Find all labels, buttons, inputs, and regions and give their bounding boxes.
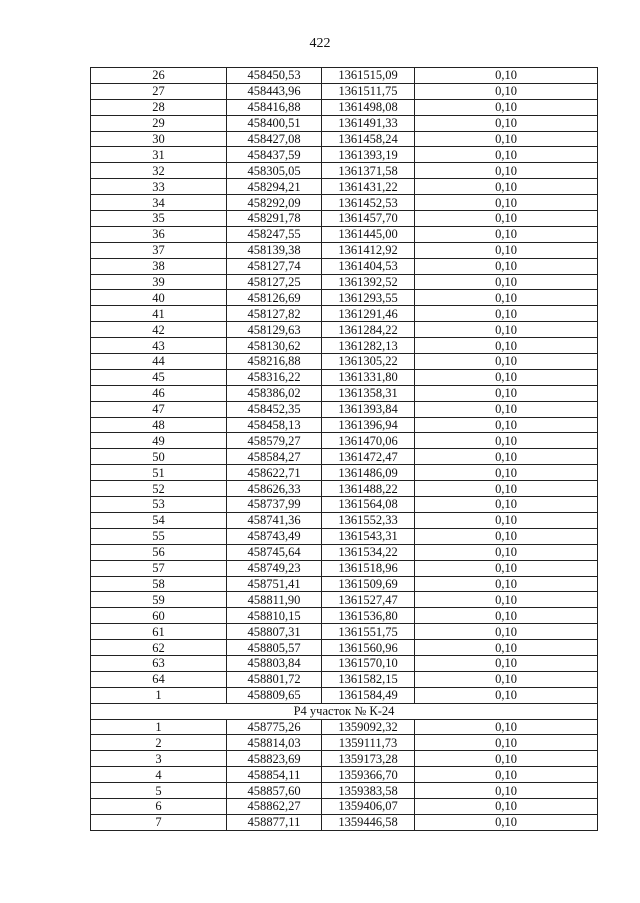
table-row xyxy=(91,338,598,354)
accuracy-cell: 0,10 xyxy=(415,226,598,242)
x-coordinate-cell: 458805,57 xyxy=(227,640,322,656)
y-coordinate-cell: 1361404,53 xyxy=(322,258,415,274)
x-coordinate-cell: 458316,22 xyxy=(227,369,322,385)
coordinates-rows-part2 xyxy=(91,719,598,830)
x-coordinate-cell: 458127,25 xyxy=(227,274,322,290)
y-coordinate-cell: 1359383,58 xyxy=(322,783,415,799)
table-row xyxy=(91,99,598,115)
table-row xyxy=(91,68,598,84)
y-coordinate-cell: 1361393,84 xyxy=(322,401,415,417)
accuracy-cell: 0,10 xyxy=(415,147,598,163)
point-number-cell: 63 xyxy=(91,655,227,671)
accuracy-cell: 0,10 xyxy=(415,719,598,735)
table-row xyxy=(91,608,598,624)
accuracy-cell: 0,10 xyxy=(415,306,598,322)
point-number-cell: 56 xyxy=(91,544,227,560)
y-coordinate-cell: 1359111,73 xyxy=(322,735,415,751)
point-number-cell: 7 xyxy=(91,814,227,830)
point-number-cell: 55 xyxy=(91,528,227,544)
x-coordinate-cell: 458737,99 xyxy=(227,497,322,513)
x-coordinate-cell: 458450,53 xyxy=(227,68,322,84)
y-coordinate-cell: 1359173,28 xyxy=(322,751,415,767)
accuracy-cell: 0,10 xyxy=(415,751,598,767)
point-number-cell: 29 xyxy=(91,115,227,131)
table-row xyxy=(91,592,598,608)
accuracy-cell: 0,10 xyxy=(415,528,598,544)
accuracy-cell: 0,10 xyxy=(415,354,598,370)
table-row xyxy=(91,401,598,417)
table-row xyxy=(91,497,598,513)
table-row xyxy=(91,512,598,528)
x-coordinate-cell: 458584,27 xyxy=(227,449,322,465)
table-row xyxy=(91,481,598,497)
y-coordinate-cell: 1361534,22 xyxy=(322,544,415,560)
accuracy-cell: 0,10 xyxy=(415,465,598,481)
x-coordinate-cell: 458400,51 xyxy=(227,115,322,131)
y-coordinate-cell: 1361305,22 xyxy=(322,354,415,370)
accuracy-cell: 0,10 xyxy=(415,783,598,799)
y-coordinate-cell: 1361564,08 xyxy=(322,497,415,513)
y-coordinate-cell: 1361445,00 xyxy=(322,226,415,242)
coordinates-table xyxy=(90,67,598,831)
x-coordinate-cell: 458294,21 xyxy=(227,179,322,195)
table-row xyxy=(91,560,598,576)
point-number-cell: 47 xyxy=(91,401,227,417)
accuracy-cell: 0,10 xyxy=(415,99,598,115)
point-number-cell: 4 xyxy=(91,767,227,783)
table-row xyxy=(91,624,598,640)
x-coordinate-cell: 458247,55 xyxy=(227,226,322,242)
y-coordinate-cell: 1361293,55 xyxy=(322,290,415,306)
x-coordinate-cell: 458809,65 xyxy=(227,687,322,703)
x-coordinate-cell: 458458,13 xyxy=(227,417,322,433)
point-number-cell: 32 xyxy=(91,163,227,179)
y-coordinate-cell: 1361527,47 xyxy=(322,592,415,608)
accuracy-cell: 0,10 xyxy=(415,322,598,338)
x-coordinate-cell: 458416,88 xyxy=(227,99,322,115)
x-coordinate-cell: 458127,82 xyxy=(227,306,322,322)
accuracy-cell: 0,10 xyxy=(415,195,598,211)
point-number-cell: 3 xyxy=(91,751,227,767)
accuracy-cell: 0,10 xyxy=(415,258,598,274)
y-coordinate-cell: 1361396,94 xyxy=(322,417,415,433)
table-row xyxy=(91,306,598,322)
x-coordinate-cell: 458803,84 xyxy=(227,655,322,671)
point-number-cell: 62 xyxy=(91,640,227,656)
table-row xyxy=(91,433,598,449)
y-coordinate-cell: 1361393,19 xyxy=(322,147,415,163)
point-number-cell: 57 xyxy=(91,560,227,576)
point-number-cell: 31 xyxy=(91,147,227,163)
y-coordinate-cell: 1361509,69 xyxy=(322,576,415,592)
table-row xyxy=(91,385,598,401)
table-row xyxy=(91,687,598,703)
accuracy-cell: 0,10 xyxy=(415,576,598,592)
table-row xyxy=(91,465,598,481)
point-number-cell: 48 xyxy=(91,417,227,433)
accuracy-cell: 0,10 xyxy=(415,592,598,608)
x-coordinate-cell: 458857,60 xyxy=(227,783,322,799)
table-row xyxy=(91,735,598,751)
y-coordinate-cell: 1361511,75 xyxy=(322,83,415,99)
table-row xyxy=(91,719,598,735)
table-row xyxy=(91,290,598,306)
accuracy-cell: 0,10 xyxy=(415,449,598,465)
y-coordinate-cell: 1361551,75 xyxy=(322,624,415,640)
table-row xyxy=(91,242,598,258)
y-coordinate-cell: 1361543,31 xyxy=(322,528,415,544)
x-coordinate-cell: 458386,02 xyxy=(227,385,322,401)
accuracy-cell: 0,10 xyxy=(415,497,598,513)
y-coordinate-cell: 1361412,92 xyxy=(322,242,415,258)
accuracy-cell: 0,10 xyxy=(415,671,598,687)
table-row xyxy=(91,640,598,656)
accuracy-cell: 0,10 xyxy=(415,481,598,497)
coordinates-rows-part1 xyxy=(91,68,598,704)
accuracy-cell: 0,10 xyxy=(415,560,598,576)
x-coordinate-cell: 458127,74 xyxy=(227,258,322,274)
point-number-cell: 28 xyxy=(91,99,227,115)
point-number-cell: 53 xyxy=(91,497,227,513)
y-coordinate-cell: 1359446,58 xyxy=(322,814,415,830)
x-coordinate-cell: 458751,41 xyxy=(227,576,322,592)
point-number-cell: 38 xyxy=(91,258,227,274)
point-number-cell: 1 xyxy=(91,687,227,703)
point-number-cell: 33 xyxy=(91,179,227,195)
page-number: 422 xyxy=(309,36,331,51)
x-coordinate-cell: 458854,11 xyxy=(227,767,322,783)
table-row xyxy=(91,369,598,385)
y-coordinate-cell: 1361282,13 xyxy=(322,338,415,354)
y-coordinate-cell: 1361371,58 xyxy=(322,163,415,179)
accuracy-cell: 0,10 xyxy=(415,338,598,354)
y-coordinate-cell: 1361331,80 xyxy=(322,369,415,385)
y-coordinate-cell: 1361515,09 xyxy=(322,68,415,84)
table-row xyxy=(91,814,598,830)
point-number-cell: 2 xyxy=(91,735,227,751)
point-number-cell: 6 xyxy=(91,798,227,814)
point-number-cell: 52 xyxy=(91,481,227,497)
point-number-cell: 50 xyxy=(91,449,227,465)
x-coordinate-cell: 458437,59 xyxy=(227,147,322,163)
x-coordinate-cell: 458823,69 xyxy=(227,751,322,767)
table-row xyxy=(91,115,598,131)
x-coordinate-cell: 458305,05 xyxy=(227,163,322,179)
accuracy-cell: 0,10 xyxy=(415,115,598,131)
accuracy-cell: 0,10 xyxy=(415,274,598,290)
accuracy-cell: 0,10 xyxy=(415,131,598,147)
accuracy-cell: 0,10 xyxy=(415,385,598,401)
point-number-cell: 39 xyxy=(91,274,227,290)
x-coordinate-cell: 458801,72 xyxy=(227,671,322,687)
accuracy-cell: 0,10 xyxy=(415,767,598,783)
section-header-row xyxy=(91,703,598,719)
point-number-cell: 64 xyxy=(91,671,227,687)
accuracy-cell: 0,10 xyxy=(415,290,598,306)
point-number-cell: 36 xyxy=(91,226,227,242)
y-coordinate-cell: 1361431,22 xyxy=(322,179,415,195)
y-coordinate-cell: 1361486,09 xyxy=(322,465,415,481)
accuracy-cell: 0,10 xyxy=(415,512,598,528)
accuracy-cell: 0,10 xyxy=(415,83,598,99)
table-row xyxy=(91,163,598,179)
table-row xyxy=(91,417,598,433)
x-coordinate-cell: 458126,69 xyxy=(227,290,322,306)
x-coordinate-cell: 458810,15 xyxy=(227,608,322,624)
point-number-cell: 34 xyxy=(91,195,227,211)
y-coordinate-cell: 1359092,32 xyxy=(322,719,415,735)
point-number-cell: 46 xyxy=(91,385,227,401)
accuracy-cell: 0,10 xyxy=(415,608,598,624)
accuracy-cell: 0,10 xyxy=(415,433,598,449)
point-number-cell: 41 xyxy=(91,306,227,322)
x-coordinate-cell: 458749,23 xyxy=(227,560,322,576)
x-coordinate-cell: 458811,90 xyxy=(227,592,322,608)
point-number-cell: 54 xyxy=(91,512,227,528)
table-row xyxy=(91,354,598,370)
x-coordinate-cell: 458139,38 xyxy=(227,242,322,258)
accuracy-cell: 0,10 xyxy=(415,163,598,179)
point-number-cell: 45 xyxy=(91,369,227,385)
y-coordinate-cell: 1361560,96 xyxy=(322,640,415,656)
y-coordinate-cell: 1361458,24 xyxy=(322,131,415,147)
table-row xyxy=(91,528,598,544)
accuracy-cell: 0,10 xyxy=(415,401,598,417)
point-number-cell: 60 xyxy=(91,608,227,624)
point-number-cell: 35 xyxy=(91,211,227,227)
y-coordinate-cell: 1361582,15 xyxy=(322,671,415,687)
point-number-cell: 40 xyxy=(91,290,227,306)
y-coordinate-cell: 1361284,22 xyxy=(322,322,415,338)
x-coordinate-cell: 458129,63 xyxy=(227,322,322,338)
y-coordinate-cell: 1361584,49 xyxy=(322,687,415,703)
y-coordinate-cell: 1361518,96 xyxy=(322,560,415,576)
table-row xyxy=(91,671,598,687)
point-number-cell: 44 xyxy=(91,354,227,370)
x-coordinate-cell: 458745,64 xyxy=(227,544,322,560)
x-coordinate-cell: 458292,09 xyxy=(227,195,322,211)
y-coordinate-cell: 1361552,33 xyxy=(322,512,415,528)
point-number-cell: 26 xyxy=(91,68,227,84)
x-coordinate-cell: 458291,78 xyxy=(227,211,322,227)
x-coordinate-cell: 458443,96 xyxy=(227,83,322,99)
y-coordinate-cell: 1361457,70 xyxy=(322,211,415,227)
y-coordinate-cell: 1361358,31 xyxy=(322,385,415,401)
x-coordinate-cell: 458862,27 xyxy=(227,798,322,814)
table-row xyxy=(91,655,598,671)
x-coordinate-cell: 458626,33 xyxy=(227,481,322,497)
accuracy-cell: 0,10 xyxy=(415,544,598,560)
x-coordinate-cell: 458743,49 xyxy=(227,528,322,544)
point-number-cell: 58 xyxy=(91,576,227,592)
accuracy-cell: 0,10 xyxy=(415,624,598,640)
point-number-cell: 37 xyxy=(91,242,227,258)
table-row xyxy=(91,179,598,195)
accuracy-cell: 0,10 xyxy=(415,798,598,814)
y-coordinate-cell: 1361291,46 xyxy=(322,306,415,322)
table-row xyxy=(91,322,598,338)
x-coordinate-cell: 458216,88 xyxy=(227,354,322,370)
y-coordinate-cell: 1361491,33 xyxy=(322,115,415,131)
point-number-cell: 1 xyxy=(91,719,227,735)
y-coordinate-cell: 1359406,07 xyxy=(322,798,415,814)
accuracy-cell: 0,10 xyxy=(415,640,598,656)
accuracy-cell: 0,10 xyxy=(415,814,598,830)
y-coordinate-cell: 1361472,47 xyxy=(322,449,415,465)
table-row xyxy=(91,783,598,799)
y-coordinate-cell: 1361488,22 xyxy=(322,481,415,497)
y-coordinate-cell: 1361392,52 xyxy=(322,274,415,290)
y-coordinate-cell: 1361498,08 xyxy=(322,99,415,115)
accuracy-cell: 0,10 xyxy=(415,417,598,433)
y-coordinate-cell: 1361570,10 xyxy=(322,655,415,671)
y-coordinate-cell: 1361470,06 xyxy=(322,433,415,449)
accuracy-cell: 0,10 xyxy=(415,179,598,195)
y-coordinate-cell: 1361536,80 xyxy=(322,608,415,624)
x-coordinate-cell: 458427,08 xyxy=(227,131,322,147)
table-row xyxy=(91,751,598,767)
table-row xyxy=(91,767,598,783)
table-row xyxy=(91,226,598,242)
table-row xyxy=(91,83,598,99)
accuracy-cell: 0,10 xyxy=(415,369,598,385)
accuracy-cell: 0,10 xyxy=(415,242,598,258)
table-row xyxy=(91,211,598,227)
accuracy-cell: 0,10 xyxy=(415,655,598,671)
x-coordinate-cell: 458622,71 xyxy=(227,465,322,481)
point-number-cell: 61 xyxy=(91,624,227,640)
point-number-cell: 42 xyxy=(91,322,227,338)
section-header-group xyxy=(91,703,598,719)
table-row xyxy=(91,195,598,211)
x-coordinate-cell: 458741,36 xyxy=(227,512,322,528)
point-number-cell: 27 xyxy=(91,83,227,99)
point-number-cell: 51 xyxy=(91,465,227,481)
x-coordinate-cell: 458130,62 xyxy=(227,338,322,354)
x-coordinate-cell: 458877,11 xyxy=(227,814,322,830)
point-number-cell: 59 xyxy=(91,592,227,608)
y-coordinate-cell: 1361452,53 xyxy=(322,195,415,211)
accuracy-cell: 0,10 xyxy=(415,687,598,703)
point-number-cell: 49 xyxy=(91,433,227,449)
table-row xyxy=(91,131,598,147)
table-row xyxy=(91,274,598,290)
x-coordinate-cell: 458775,26 xyxy=(227,719,322,735)
point-number-cell: 5 xyxy=(91,783,227,799)
section-label: Р4 участок № К-24 xyxy=(91,703,598,719)
y-coordinate-cell: 1359366,70 xyxy=(322,767,415,783)
point-number-cell: 43 xyxy=(91,338,227,354)
x-coordinate-cell: 458579,27 xyxy=(227,433,322,449)
table-row xyxy=(91,576,598,592)
table-row xyxy=(91,449,598,465)
table-row xyxy=(91,147,598,163)
x-coordinate-cell: 458814,03 xyxy=(227,735,322,751)
accuracy-cell: 0,10 xyxy=(415,68,598,84)
table-row xyxy=(91,544,598,560)
table-row xyxy=(91,798,598,814)
x-coordinate-cell: 458807,31 xyxy=(227,624,322,640)
x-coordinate-cell: 458452,35 xyxy=(227,401,322,417)
accuracy-cell: 0,10 xyxy=(415,735,598,751)
accuracy-cell: 0,10 xyxy=(415,211,598,227)
point-number-cell: 30 xyxy=(91,131,227,147)
table-row xyxy=(91,258,598,274)
